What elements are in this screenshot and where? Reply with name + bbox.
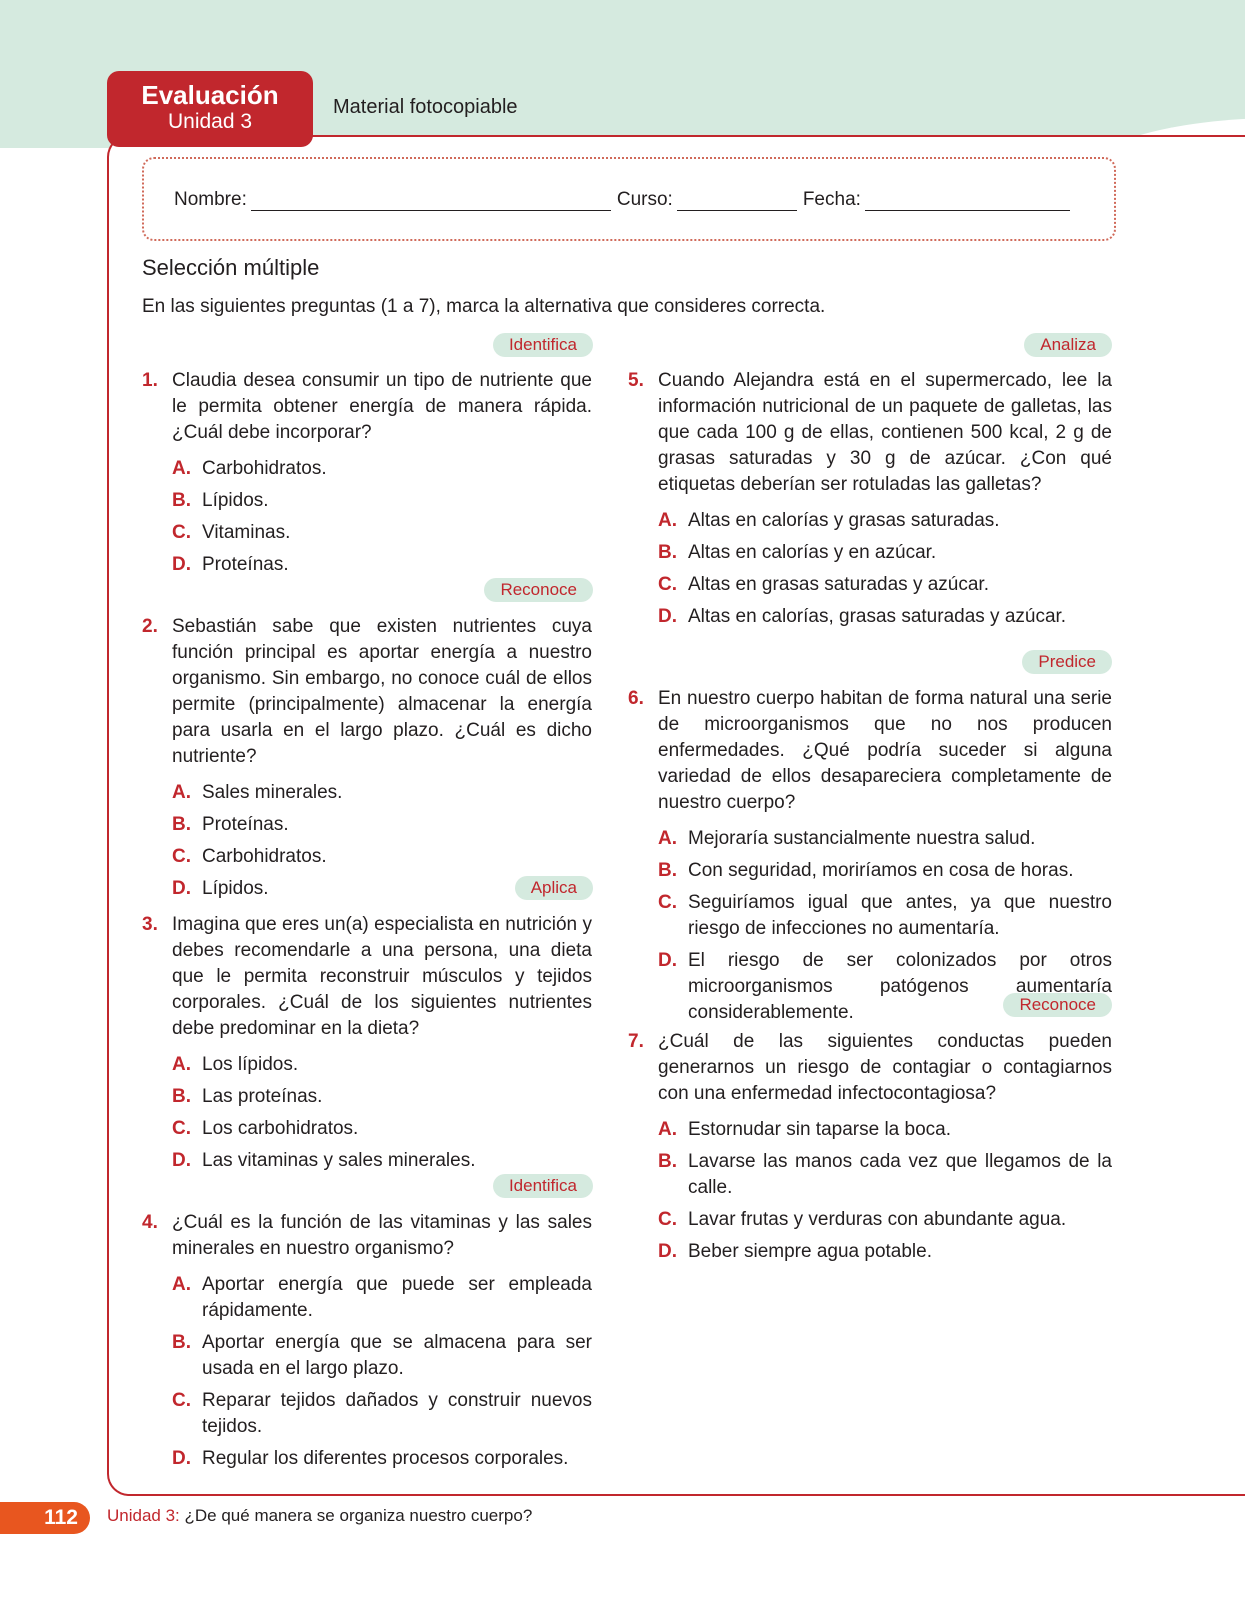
- option-a[interactable]: A. Carbohidratos.: [172, 458, 327, 479]
- date-field[interactable]: [865, 192, 1070, 211]
- evaluation-title: Evaluación: [141, 80, 279, 110]
- evaluation-tab: [107, 71, 313, 147]
- option-c[interactable]: C. Vitaminas.: [172, 522, 291, 543]
- option-a[interactable]: A. Sales minerales.: [172, 782, 343, 803]
- question-text: 3. Imagina que eres un(a) especialista en nutrición y debes recomendarle a una persona, una dieta que le permita reconstruir músculos y tejidos corporales. ¿Cuál de los siguientes nutrientes debe predominar en la dieta?: [142, 914, 592, 1039]
- options-list: [142, 1272, 592, 1472]
- footer-unit-question: ¿De qué manera se organiza nuestro cuerpo?: [184, 1506, 533, 1525]
- option-a[interactable]: A. Los lípidos.: [172, 1054, 299, 1075]
- option-c[interactable]: C. Los carbohidratos.: [172, 1118, 359, 1139]
- options-list: [142, 1052, 592, 1174]
- skill-badge: Analiza: [1024, 333, 1112, 357]
- name-label: Nombre:: [174, 189, 247, 210]
- footer-unit-label: Unidad 3:: [107, 1506, 180, 1525]
- option-b[interactable]: B. Altas en calorías y en azúcar.: [658, 542, 937, 563]
- skill-badge: Reconoce: [1003, 993, 1112, 1017]
- course-field[interactable]: [677, 192, 797, 211]
- option-b[interactable]: B. Las proteínas.: [172, 1086, 323, 1107]
- option-b[interactable]: B. Proteínas.: [172, 814, 289, 835]
- option-b[interactable]: B. Con seguridad, moriríamos en cosa de horas.: [658, 860, 1074, 881]
- option-c[interactable]: C. Carbohidratos.: [172, 846, 327, 867]
- material-label: Material fotocopiable: [333, 96, 518, 118]
- question-number: 1.: [142, 370, 158, 391]
- question-number: 4.: [142, 1212, 158, 1233]
- options-list: [142, 780, 592, 902]
- question-4: [142, 1210, 592, 1478]
- question-6: [628, 686, 1112, 1032]
- question-number: 2.: [142, 616, 158, 637]
- question-number: 5.: [628, 370, 644, 391]
- option-a[interactable]: A. Aportar energía que puede ser empleada rápidamente.: [172, 1274, 592, 1321]
- question-1: [142, 368, 592, 584]
- course-label: Curso:: [616, 189, 673, 210]
- options-list: [628, 826, 1112, 1026]
- option-d[interactable]: D. Beber siempre agua potable.: [658, 1241, 932, 1262]
- option-c[interactable]: C. Lavar frutas y verduras con abundante agua.: [658, 1209, 1067, 1230]
- option-b[interactable]: B. Lípidos.: [172, 490, 269, 511]
- section-title: Selección múltiple: [142, 255, 320, 280]
- page-number: 112: [0, 1502, 90, 1534]
- question-text: 1. Claudia desea consumir un tipo de nutriente que le permita obtener energía de manera rápida. ¿Cuál debe incorporar?: [142, 370, 592, 443]
- student-info-box: [142, 157, 1116, 241]
- option-a[interactable]: A. Mejoraría sustancialmente nuestra salud.: [658, 828, 1036, 849]
- skill-badge: Identifica: [493, 333, 593, 357]
- question-3: [142, 912, 592, 1180]
- option-a[interactable]: A. Estornudar sin taparse la boca.: [658, 1119, 951, 1140]
- skill-badge: Identifica: [493, 1174, 593, 1198]
- question-number: 7.: [628, 1031, 644, 1052]
- question-text: 2. Sebastián sabe que existen nutrientes cuya función principal es aportar energía a nuestro organismo. Sin embargo, no conoce cuál de ellos permite (principalmente) almacenar la energía para usarla en el largo plazo. ¿Cuál es dicho nutriente?: [142, 616, 592, 767]
- option-c[interactable]: C. Altas en grasas saturadas y azúcar.: [658, 574, 989, 595]
- options-list: [628, 508, 1112, 630]
- question-text: 4. ¿Cuál es la función de las vitaminas y las sales minerales en nuestro organismo?: [142, 1212, 592, 1259]
- option-d[interactable]: D. Lípidos.: [172, 878, 269, 899]
- option-d[interactable]: D. Las vitaminas y sales minerales.: [172, 1150, 476, 1171]
- name-field[interactable]: [251, 192, 611, 211]
- question-text: 7. ¿Cuál de las siguientes conductas pueden generarnos un riesgo de contagiar o contagiarnos con una enfermedad infectocontagiosa?: [628, 1031, 1112, 1104]
- option-b[interactable]: B. Lavarse las manos cada vez que llegamos de la calle.: [658, 1151, 1112, 1198]
- option-d[interactable]: D. Proteínas.: [172, 554, 289, 575]
- option-c[interactable]: C. Reparar tejidos dañados y construir nuevos tejidos.: [172, 1390, 592, 1437]
- footer-unit-title: [107, 1506, 532, 1526]
- question-number: 3.: [142, 914, 158, 935]
- question-text: 6. En nuestro cuerpo habitan de forma natural una serie de microorganismos que no nos producen enfermedades. ¿Qué podría suceder si alguna variedad de ellos desapareciera completamente de nuestro cuerpo?: [628, 688, 1112, 813]
- instructions: En las siguientes preguntas (1 a 7), marca la alternativa que consideres correcta.: [142, 296, 826, 317]
- student-info-row: [174, 189, 1076, 211]
- option-d[interactable]: D. Altas en calorías, grasas saturadas y azúcar.: [658, 606, 1067, 627]
- question-5: [628, 368, 1112, 636]
- option-d[interactable]: D. Regular los diferentes procesos corporales.: [172, 1448, 569, 1469]
- option-c[interactable]: C. Seguiríamos igual que antes, ya que nuestro riesgo de infecciones no aumentaría.: [658, 892, 1112, 939]
- option-b[interactable]: B. Aportar energía que se almacena para ser usada en el largo plazo.: [172, 1332, 592, 1379]
- question-text: 5. Cuando Alejandra está en el supermercado, lee la información nutricional de un paquete de galletas, las que cada 100 g de ellas, contienen 500 kcal, 2 g de grasas saturadas y 30 g de azúcar. ¿Con qué etiquetas deberían ser rotuladas las galletas?: [628, 370, 1112, 495]
- question-2: [142, 614, 592, 908]
- option-a[interactable]: A. Altas en calorías y grasas saturadas.: [658, 510, 1000, 531]
- skill-badge: Reconoce: [484, 578, 593, 602]
- skill-badge: Predice: [1022, 650, 1112, 674]
- options-list: [628, 1117, 1112, 1265]
- options-list: [142, 456, 592, 578]
- date-label: Fecha:: [802, 189, 861, 210]
- question-number: 6.: [628, 688, 644, 709]
- option-d[interactable]: D. El riesgo de ser colonizados por otros microorganismos patógenos aumentaría considerablemente.: [658, 950, 1112, 1023]
- evaluation-unit: Unidad 3: [167, 110, 253, 133]
- question-7: [628, 1029, 1112, 1271]
- skill-badge: Aplica: [515, 876, 593, 900]
